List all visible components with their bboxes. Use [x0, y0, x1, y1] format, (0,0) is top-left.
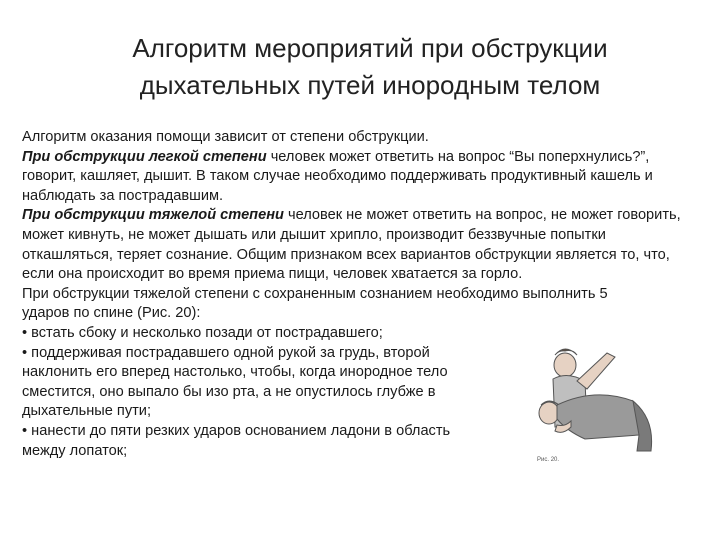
mild-obstruction-text: человек может ответить на вопрос “Вы поперхнулись?”, говорит, кашляет, дышит. В таком случае необходимо поддерживать продуктивный кашель и наблюдать за пострадавшим.	[22, 148, 653, 204]
bullet-support-line-4: дыхательные пути;	[22, 403, 152, 420]
slide-title	[90, 30, 650, 104]
bullet-support-line-3: сместится, оно выпало бы изо рта, а не опустилось глубже в	[22, 383, 436, 400]
title-line-1: Алгоритм мероприятий при обструкции	[132, 33, 608, 63]
paragraph-intro: Алгоритм оказания помощи зависит от степени обструкции.	[22, 129, 429, 145]
bullet-stand-beside: • встать сбоку и несколько позади от пострадавшего;	[22, 324, 383, 341]
bullet-support-line-1: • поддерживая пострадавшего одной рукой за грудь, второй	[22, 344, 430, 361]
paragraph-mild	[22, 148, 690, 207]
bullet-blows-line-1: • нанести до пяти резких ударов основанием ладони в область	[22, 422, 451, 439]
bullet-blows-line-2: между лопаток;	[22, 442, 128, 459]
mild-obstruction-heading: При обструкции легкой степени	[22, 148, 267, 165]
figure-caption: Рис. 20.	[537, 457, 560, 463]
bullet-support-line-2: наклонить его вперед настолько, чтобы, когда инородное тело	[22, 364, 448, 381]
paragraph-conscious-line-1: При обструкции тяжелой степени с сохраненным сознанием необходимо выполнить 5	[22, 285, 608, 302]
severe-obstruction-text: человек не может ответить на вопрос, не может говорить, может кивнуть, не может дышать или дышит хрипло, производит беззвучные попытки откашляться, теряет сознание. Общим признаком всех вариантов обструкции является то, что, если она происходит во время приема пищи, человек хватается за горло.	[22, 207, 681, 283]
severe-obstruction-heading: При обструкции тяжелой степени	[22, 207, 284, 224]
back-blows-illustration-icon	[515, 335, 675, 453]
title-line-2: дыхательных путей инородным телом	[139, 70, 601, 100]
figure-back-blows	[515, 335, 675, 470]
paragraph-severe	[22, 206, 690, 284]
paragraph-conscious-line-2: ударов по спине (Рис. 20):	[22, 305, 201, 322]
